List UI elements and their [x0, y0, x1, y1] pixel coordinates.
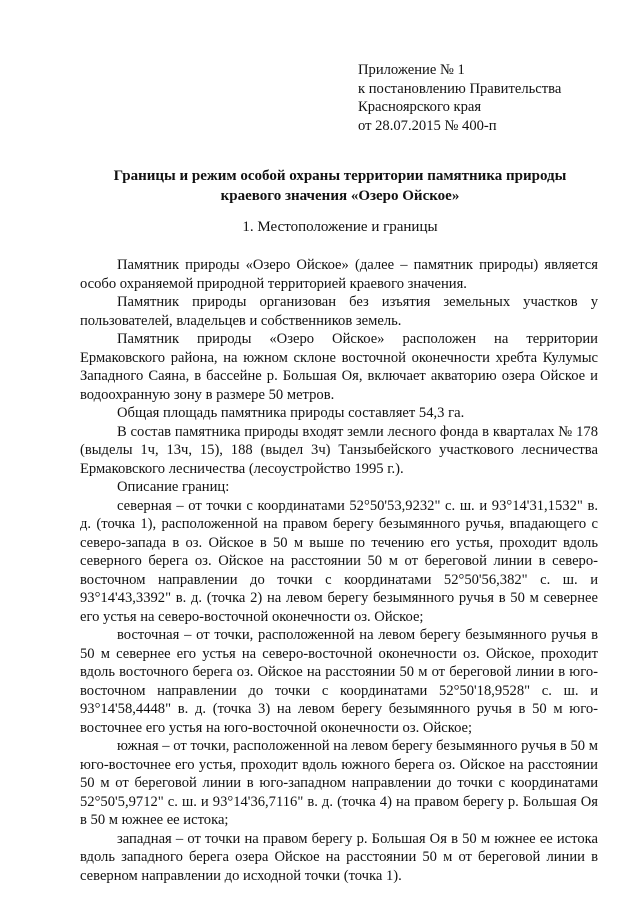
paragraph-forest-lands: В состав памятника природы входят земли лесного фонда в кварталах № 178 (выделы 1ч, 13ч, 15), 188 (выдел 3ч) Танзыбейского участкового лесничества Ермаковского лесничества (лесоустройство 1995 г.). [80, 423, 598, 477]
section-heading: 1. Местоположение и границы [242, 219, 438, 235]
appendix-resolution: к постановлению Правительства [358, 80, 562, 97]
paragraph-boundary-east: восточная – от точки, расположенной на левом берегу безымянного ручья в 50 м севернее его устья на северо-восточной оконечности оз. Ойское, проходит вдоль восточного берега оз. Ойское на расстоянии 50 м от береговой линии в юго-восточном направлении до точки с координатами 52°50'18,9528" с. ш. и 93°14'58,4448" в. д. (точка 3) на левом берегу безымянного ручья в 50 м юго-восточнее его устья на юго-восточной оконечности оз. Ойское; [80, 627, 598, 736]
appendix-number: Приложение № 1 [358, 62, 465, 78]
paragraph-boundary-west: западная – от точки на правом берегу р. Большая Оя в 50 м южнее ее истока вдоль западного берега озера Ойское на расстоянии 50 м от береговой линии в северном направлении до исходной точки (точка 1). [80, 830, 598, 884]
document-title-line-1: Границы и режим особой охраны территории памятника природы [113, 168, 567, 184]
paragraph-organization: Памятник природы организован без изъятия земельных участков у пользователей, владельцев и собственников земель. [80, 294, 598, 329]
appendix-header [358, 61, 628, 135]
paragraph-boundary-south: южная – от точки, расположенной на левом берегу безымянного ручья в 50 м юго-восточнее его устья, проходит вдоль южного берега оз. Ойское на расстоянии 50 м от береговой линии в юго-западном направлении до точки с координатами 52°50'5,9712" с. ш. и 93°14'36,7116" в. д. (точка 4) на правом берегу р. Большая Оя в 50 м южнее ее истока; [80, 738, 598, 828]
paragraph-boundary-north: северная – от точки с координатами 52°50'53,9232" с. ш. и 93°14'31,1532" в. д. (точка 1), расположенной на правом берегу безымянного ручья, впадающего с северо-запада в оз. Ойское в 50 м выше по течению его устья, проходит вдоль северного берега оз. Ойское на расстоянии 50 м от береговой линии в северо-восточном направлении до точки с координатами 52°50'56,382" с. ш. и 93°14'43,3392" в. д. (точка 2) на левом берегу безымянного ручья в 50 м севернее его устья на северо-восточной оконечности оз. Ойское; [80, 497, 598, 625]
paragraph-intro: Памятник природы «Озеро Ойское» (далее – памятник природы) является особо охраняемой природной территорией краевого значения. [80, 257, 598, 292]
document-title [70, 166, 610, 206]
paragraph-area: Общая площадь памятника природы составляет 54,3 га. [117, 405, 465, 421]
appendix-date-number: от 28.07.2015 № 400-п [358, 117, 497, 134]
paragraph-boundary-heading: Описание границ: [117, 479, 230, 495]
paragraph-location: Памятник природы «Озеро Ойское» расположен на территории Ермаковского района, на южном склоне восточной оконечности хребта Кулумыс Западного Саяна, в бассейне р. Большая Оя, включает акваторию озера Ойское и водоохранную зону в размере 50 метров. [80, 331, 598, 403]
document-body [80, 256, 598, 885]
document-title-line-2: краевого значения «Озеро Ойское» [220, 188, 460, 204]
appendix-region: Красноярского края [358, 99, 482, 115]
